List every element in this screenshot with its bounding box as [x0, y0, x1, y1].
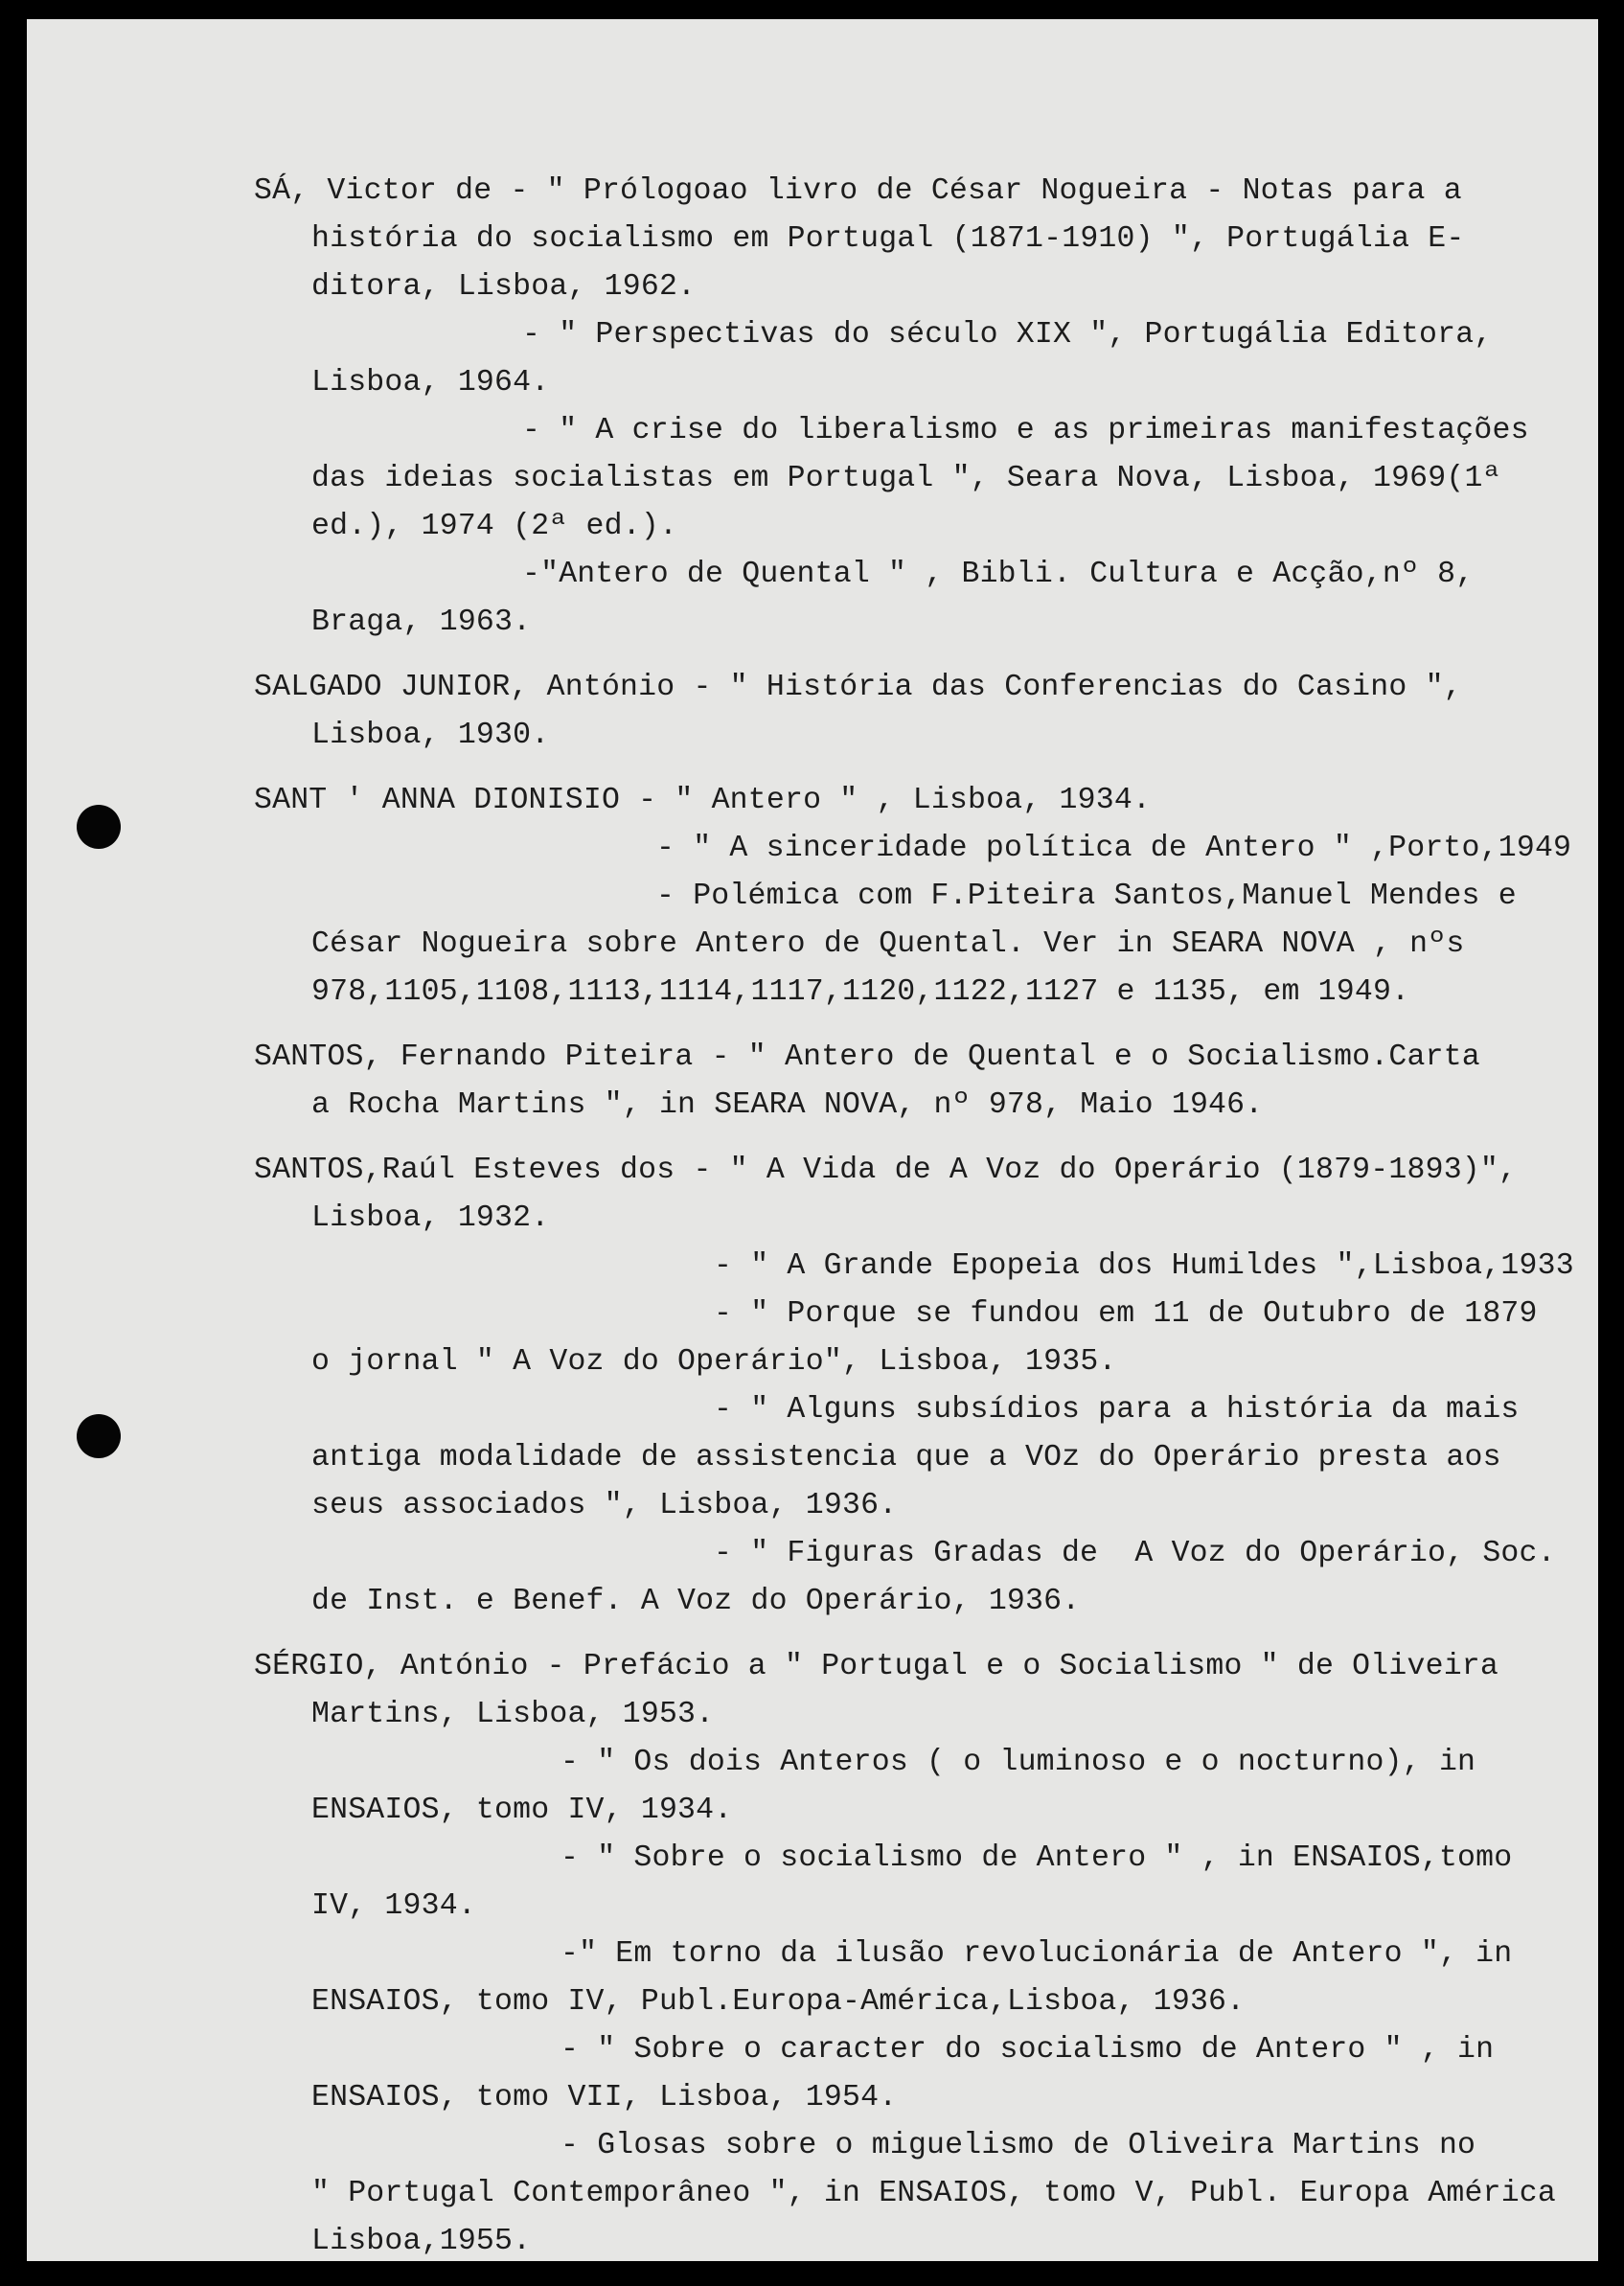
entry-line: SANT ' ANNA DIONISIO - " Antero " , Lisboa, 1934.	[254, 784, 1152, 817]
entry-line: 978,1105,1108,1113,1114,1117,1120,1122,1127 e 1135, em 1949.	[311, 975, 1410, 1009]
entry-line: César Nogueira sobre Antero de Quental. Ver in SEARA NOVA , nºs	[311, 927, 1465, 961]
entry-line: das ideias socialistas em Portugal ", Seara Nova, Lisboa, 1969(1ª	[311, 462, 1501, 495]
entry-line: SÉRGIO, António - Prefácio a " Portugal e o Socialismo " de Oliveira	[254, 1650, 1499, 1683]
entry-line: IV, 1934.	[311, 1889, 476, 1923]
entry-line: de Inst. e Benef. A Voz do Operário, 1936.	[311, 1585, 1081, 1618]
entry-line: seus associados ", Lisboa, 1936.	[311, 1489, 898, 1522]
entry-line: Lisboa, 1930.	[311, 719, 550, 752]
entry-line: ENSAIOS, tomo IV, 1934.	[311, 1794, 733, 1827]
entry-line: SALGADO JUNIOR, António - " História das Conferencias do Casino ",	[254, 671, 1462, 704]
entry-line: Lisboa, 1932.	[311, 1201, 550, 1235]
entry-line: antiga modalidade de assistencia que a VOz do Operário presta aos	[311, 1441, 1501, 1474]
entry-line: SÁ, Victor de - " Prólogoao livro de César Nogueira - Notas para a	[254, 174, 1462, 208]
entry-line: - " A Grande Epopeia dos Humildes ",Lisboa,1933	[714, 1249, 1574, 1283]
document-page	[27, 19, 1598, 2261]
entry-line: o jornal " A Voz do Operário", Lisboa, 1935.	[311, 1345, 1117, 1379]
entry-line: Martins, Lisboa, 1953.	[311, 1698, 715, 1731]
entry-line: - " Porque se fundou em 11 de Outubro de 1879	[714, 1297, 1538, 1331]
entry-line: - " Alguns subsídios para a história da mais	[714, 1393, 1520, 1427]
entry-line: - " Figuras Gradas de A Voz do Operário, Soc.	[714, 1537, 1556, 1570]
entry-line: Lisboa,1955.	[311, 2225, 532, 2258]
punch-hole-top	[77, 805, 121, 849]
entry-line: - " A sinceridade política de Antero " ,Porto,1949	[656, 832, 1572, 865]
entry-line: história do socialismo em Portugal (1871-1910) ", Portugália E-	[311, 222, 1465, 256]
entry-line: " Portugal Contemporâneo ", in ENSAIOS, tomo V, Publ. Europa América	[311, 2177, 1557, 2210]
entry-line: ditora, Lisboa, 1962.	[311, 270, 697, 304]
entry-line: - Polémica com F.Piteira Santos,Manuel Mendes e	[656, 880, 1517, 913]
entry-line: ENSAIOS, tomo IV, Publ.Europa-América,Lisboa, 1936.	[311, 1985, 1246, 2019]
punch-hole-bottom	[77, 1414, 121, 1458]
entry-line: -" Em torno da ilusão revolucionária de Antero ", in	[560, 1937, 1513, 1971]
entry-line: ed.), 1974 (2ª ed.).	[311, 510, 678, 543]
entry-line: - " Sobre o caracter do socialismo de Antero " , in	[560, 2033, 1495, 2067]
entry-line: SANTOS,Raúl Esteves dos - " A Vida de A Voz do Operário (1879-1893)",	[254, 1154, 1518, 1187]
entry-line: SANTOS, Fernando Piteira - " Antero de Quental e o Socialismo.Carta	[254, 1040, 1480, 1074]
entry-line: - Glosas sobre o miguelismo de Oliveira Martins no	[560, 2129, 1476, 2162]
entry-line: ENSAIOS, tomo VII, Lisboa, 1954.	[311, 2081, 898, 2115]
entry-line: Lisboa, 1964.	[311, 366, 550, 400]
entry-line: - " Sobre o socialismo de Antero " , in ENSAIOS,tomo	[560, 1841, 1513, 1875]
entry-line: - " A crise do liberalismo e as primeiras manifestações	[522, 414, 1529, 447]
entry-line: -"Antero de Quental " , Bibli. Cultura e Acção,nº 8,	[522, 558, 1475, 591]
entry-line: - " Perspectivas do século XIX ", Portugália Editora,	[522, 318, 1493, 352]
entry-line: - " Os dois Anteros ( o luminoso e o nocturno), in	[560, 1746, 1476, 1779]
entry-line: Braga, 1963.	[311, 606, 532, 639]
entry-line: a Rocha Martins ", in SEARA NOVA, nº 978, Maio 1946.	[311, 1088, 1264, 1122]
